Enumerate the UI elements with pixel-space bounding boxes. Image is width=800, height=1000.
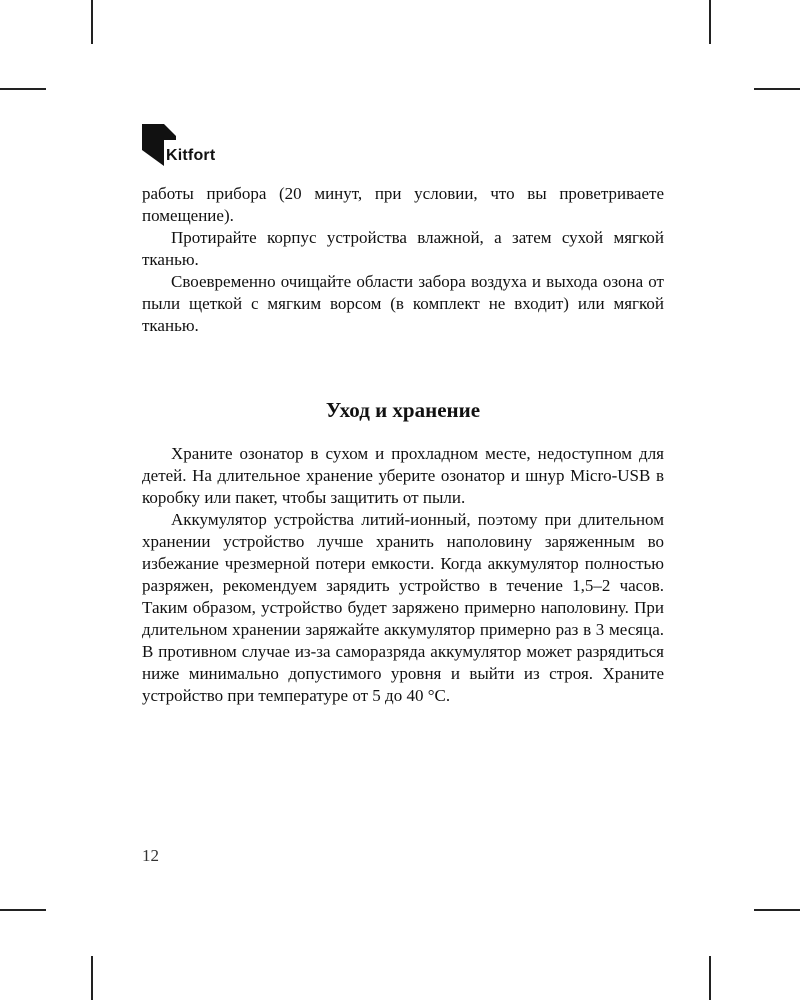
- crop-mark-left-bottom: [0, 909, 46, 911]
- crop-mark-right-bottom: [754, 909, 800, 911]
- intro-paragraph-2: Протирайте корпус устройства влажной, а затем сухой мягкой тканью.: [142, 228, 664, 269]
- crop-mark-top-right: [709, 0, 711, 44]
- crop-mark-right-top: [754, 88, 800, 90]
- intro-paragraph-3: Своевременно очищайте области забора воздуха и выхода озона от пыли щеткой с мягким ворсом (в комплект не входит) или мягкой тканью.: [142, 272, 664, 335]
- page-number: 12: [142, 846, 159, 865]
- brand-name: Kitfort: [166, 147, 216, 164]
- care-paragraph-1: Храните озонатор в сухом и прохладном месте, недоступном для детей. На длительное хранение уберите озонатор и шнур Micro-USB в коробку или пакет, чтобы защитить от пыли.: [142, 444, 664, 507]
- intro-paragraph-1: работы прибора (20 минут, при условии, что вы проветриваете помещение).: [142, 184, 664, 225]
- intro-text: [142, 183, 664, 337]
- crop-mark-bottom-left: [91, 956, 93, 1000]
- crop-mark-top-left: [91, 0, 93, 44]
- crop-mark-left-top: [0, 88, 46, 90]
- care-text: [142, 443, 664, 707]
- section-title: Уход и хранение: [325, 398, 481, 422]
- care-paragraph-2: Аккумулятор устройства литий-ионный, поэтому при длительном хранении устройство лучше хранить наполовину заряженным во избежание чрезмерной потери емкости. Когда аккумулятор полностью разряжен, рекомендуем зарядить устройство в течение 1,5–2 часов. Таким образом, устройство будет заряжено примерно наполовину. При длительном хранении заряжайте аккумулятор примерно раз в 3 месяца. В противном случае из-за саморазряда аккумулятор может разрядиться ниже минимально допустимого уровня и выйти из строя. Храните устройство при температуре от 5 до 40 °C.: [142, 510, 664, 705]
- crop-mark-bottom-right: [709, 956, 711, 1000]
